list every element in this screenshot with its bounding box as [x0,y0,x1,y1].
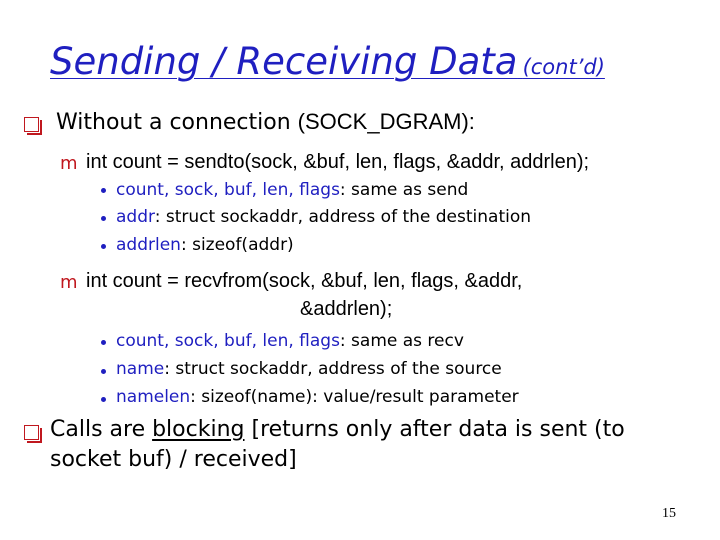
dot-bullet-icon [101,369,106,374]
item-term: count, sock, buf, len, flags [116,180,340,200]
item-term: namelen [116,387,191,407]
bullet-without-connection [56,109,475,135]
blocking-pre: Calls are [50,417,153,442]
recvfrom-item [116,387,519,407]
sendto-item [116,235,294,255]
blocking-emphasis: blocking [152,417,245,442]
dot-bullet-icon [101,340,106,345]
recvfrom-item [116,359,502,379]
recvfrom-item [116,331,464,351]
dot-bullet-icon [101,216,106,221]
item-term: addr [116,207,155,227]
recvfrom-line-2: &addrlen); [300,298,393,320]
dot-bullet-icon [101,397,106,402]
sendto-item [116,207,531,227]
item-term: addrlen [116,235,181,255]
item-desc: : sizeof(addr) [180,235,294,255]
item-desc: : same as send [339,180,469,200]
bullet-label: Without a connection [56,110,291,135]
item-term: count, sock, buf, len, flags [116,331,340,351]
item-desc: : struct sockaddr, address of the source [164,359,502,379]
slide-title [50,40,605,83]
blocking-line-2: socket buf) / received] [50,447,297,472]
blocking-post: [returns only after data is sent (to [244,417,625,442]
title-main: Sending / Receiving Data [50,40,518,83]
title-suffix: (cont’d) [522,55,605,79]
recvfrom-line-1: int count = recvfrom(sock, &buf, len, flags, &addr, [86,270,523,292]
dot-bullet-icon [101,188,106,193]
dot-bullet-icon [101,244,106,249]
square-bullet-icon [24,117,39,132]
item-desc: : sizeof(name): value/result parameter [190,387,519,407]
item-term: name [116,359,165,379]
sendto-line: int count = sendto(sock, &buf, len, flags, &addr, addrlen); [86,151,590,173]
sock-dgram-label: (SOCK_DGRAM): [297,109,475,134]
sub-bullet-icon: m [60,153,78,174]
page-number: 15 [662,506,676,521]
item-desc: : struct sockaddr, address of the destination [154,207,532,227]
item-desc: : same as recv [339,331,464,351]
bullet-blocking [50,417,625,442]
sub-bullet-icon: m [60,272,78,293]
square-bullet-icon [24,425,39,440]
sendto-item [116,180,468,200]
